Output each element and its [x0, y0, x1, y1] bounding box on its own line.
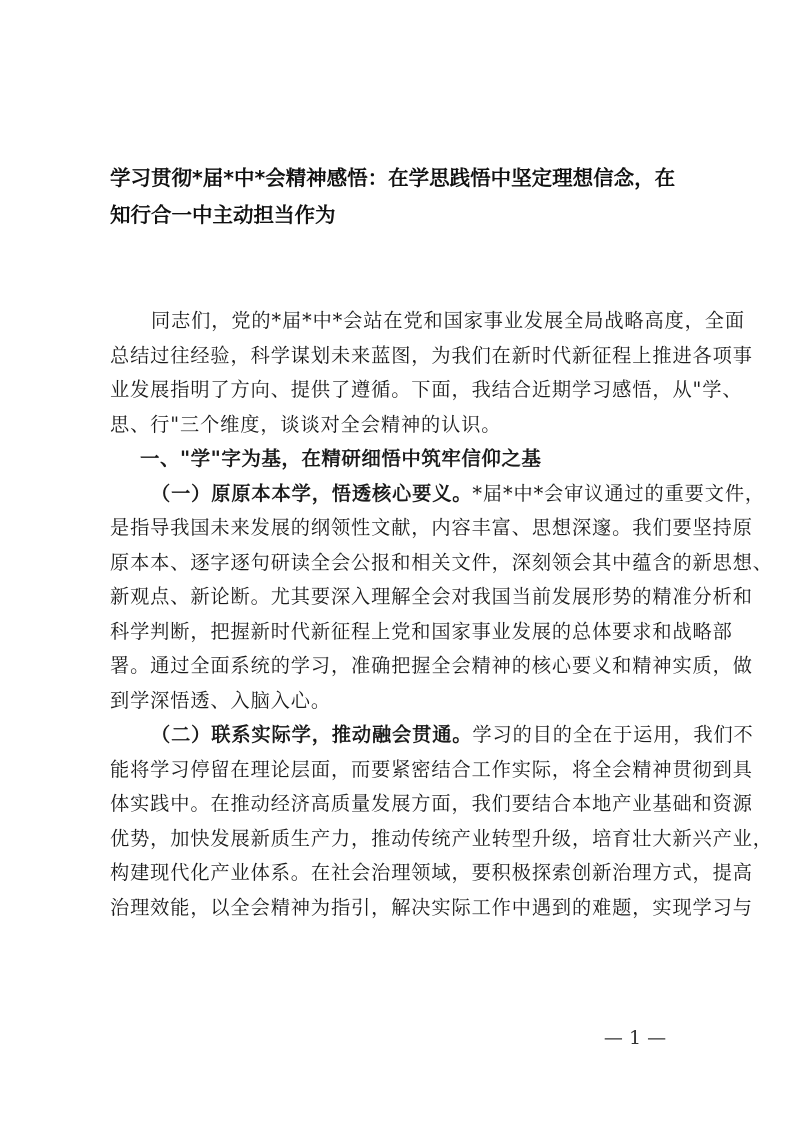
text-line: 优势，加快发展新质生产力，推动传统产业转型升级，培育壮大新兴产业，: [110, 826, 773, 850]
text-line: 到学深悟透、入脑入心。: [110, 688, 331, 712]
title-line-1: 学习贯彻*届*中*会精神感悟：在学思践悟中坚定理想信念，在: [110, 166, 676, 190]
text-line: 构建现代化产业体系。在社会治理领域，要积极探索创新治理方式，提高: [110, 861, 753, 884]
subsection-heading: （二）联系实际学，推动融会贯通。: [151, 723, 473, 746]
document-body: [110, 304, 773, 925]
page-number: — 1 —: [603, 1027, 667, 1049]
text-run: *届*中*会审议通过的重要文件，: [472, 481, 766, 505]
subsection-2-paragraph: [110, 718, 773, 925]
subsection-1-paragraph: [110, 477, 773, 719]
text-line: 总结过往经验，科学谋划未来蓝图，为我们在新时代新征程上推进各项事: [110, 343, 753, 367]
text-line: 新观点、新论断。尤其要深入理解全会对我国当前发展形势的精准分析和: [110, 585, 753, 608]
text-line: 能将学习停留在理论层面，而要紧密结合工作实际，将全会精神贯彻到具: [110, 757, 753, 781]
title-line-2: 知行合一中主动担当作为: [110, 203, 336, 227]
text-line: 业发展指明了方向、提供了遵循。下面，我结合近期学习感悟，从"学、: [110, 378, 743, 401]
text-line: 体实践中。在推动经济高质量发展方面，我们要结合本地产业基础和资源: [110, 792, 753, 815]
document-title: [110, 160, 700, 234]
intro-paragraph: [110, 304, 753, 442]
text-line: [110, 718, 754, 753]
text-run: 学习的目的全在于运用，我们不: [472, 723, 754, 746]
text-line: 原本本、逐字逐句研读全会公报和相关文件，深刻领会其中蕴含的新思想、: [110, 550, 773, 574]
text-line: 治理效能，以全会精神为指引，解决实际工作中遇到的难题，实现学习与: [110, 895, 753, 919]
text-line: [110, 477, 766, 512]
subsection-heading: （一）原原本本学，悟透核心要义。: [151, 481, 473, 505]
text-line: 科学判断，把握新时代新征程上党和国家事业发展的总体要求和战略部: [110, 619, 733, 643]
text-line: 是指导我国未来发展的纲领性文献，内容丰富、思想深邃。我们要坚持原: [110, 516, 753, 539]
text-line: 同志们，党的*届*中*会站在党和国家事业发展全局战略高度，全面: [151, 309, 745, 332]
section-heading-1: 一、"学"字为基，在精研细悟中筑牢信仰之基: [140, 447, 542, 470]
text-line: 署。通过全面系统的学习，准确把握全会精神的核心要义和精神实质，做: [110, 654, 753, 677]
text-line: 思、行"三个维度，谈谈对全会精神的认识。: [110, 412, 502, 436]
